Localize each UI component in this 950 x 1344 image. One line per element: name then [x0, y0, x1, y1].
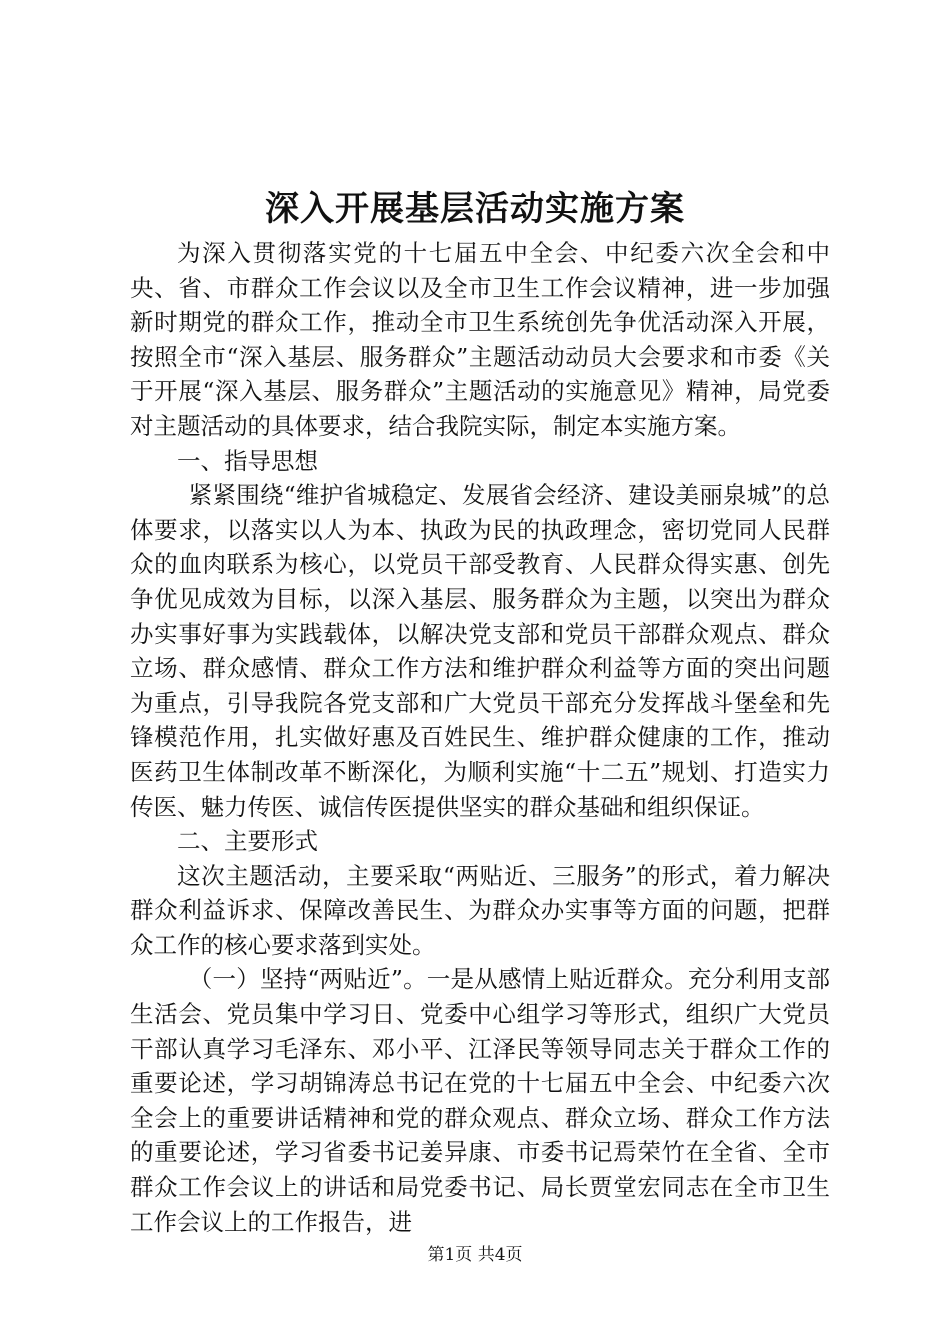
- document-title: 深入开展基层活动实施方案: [265, 189, 685, 229]
- document-body: [130, 236, 830, 1239]
- guiding-ideology-paragraph: 紧紧围绕“维护省城稳定、发展省会经济、建设美丽泉城”的总体要求，以落实以人为本、执政为民的执政理念，密切党同人民群众的血肉联系为核心，以党员干部受教育、人民群众得实惠、创先争优见成效为目标，以深入基层、服务群众为主题，以突出为群众办实事好事为实践载体，以解决党支部和党员干部群众观点、群众立场、群众感情、群众工作方法和维护群众利益等方面的突出问题为重点，引导我院各党支部和广大党员干部充分发挥战斗堡垒和先锋模范作用，扎实做好惠及百姓民生、维护群众健康的工作，推动医药卫生体制改革不断深化，为顺利实施“十二五”规划、打造实力传医、魅力传医、诚信传医提供坚实的群众基础和组织保证。: [130, 481, 830, 821]
- main-forms-paragraph: 这次主题活动，主要采取“两贴近、三服务”的形式，着力解决群众利益诉求、保障改善民生、为群众办实事等方面的问题，把群众工作的核心要求落到实处。: [130, 861, 830, 959]
- intro-paragraph: 为深入贯彻落实党的十七届五中全会、中纪委六次全会和中央、省、市群众工作会议以及全市卫生工作会议精神，进一步加强新时期党的群众工作，推动全市卫生系统创先争优活动深入开展，按照全市“深入基层、服务群众”主题活动动员大会要求和市委《关于开展“深入基层、服务群众”主题活动的实施意见》精神，局党委对主题活动的具体要求，结合我院实际，制定本实施方案。: [130, 239, 830, 440]
- section-heading-main-forms: 二、主要形式: [177, 827, 318, 856]
- section-heading-guiding-ideology: 一、指导思想: [177, 446, 318, 475]
- page-footer: 第1页 共4页: [427, 1245, 523, 1265]
- two-closeness-paragraph: （一）坚持“两贴近”。一是从感情上贴近群众。充分利用支部生活会、党员集中学习日、党委中心组学习等形式，组织广大党员干部认真学习毛泽东、邓小平、江泽民等领导同志关于群众工作的重要论述，学习胡锦涛总书记在党的十七届五中全会、中纪委六次全会上的重要讲话精神和党的群众观点、群众立场、群众工作方法的重要论述，学习省委书记姜异康、市委书记焉荣竹在全省、全市群众工作会议上的讲话和局党委书记、局长贾堂宏同志在全市卫生工作会议上的工作报告，进: [130, 965, 830, 1236]
